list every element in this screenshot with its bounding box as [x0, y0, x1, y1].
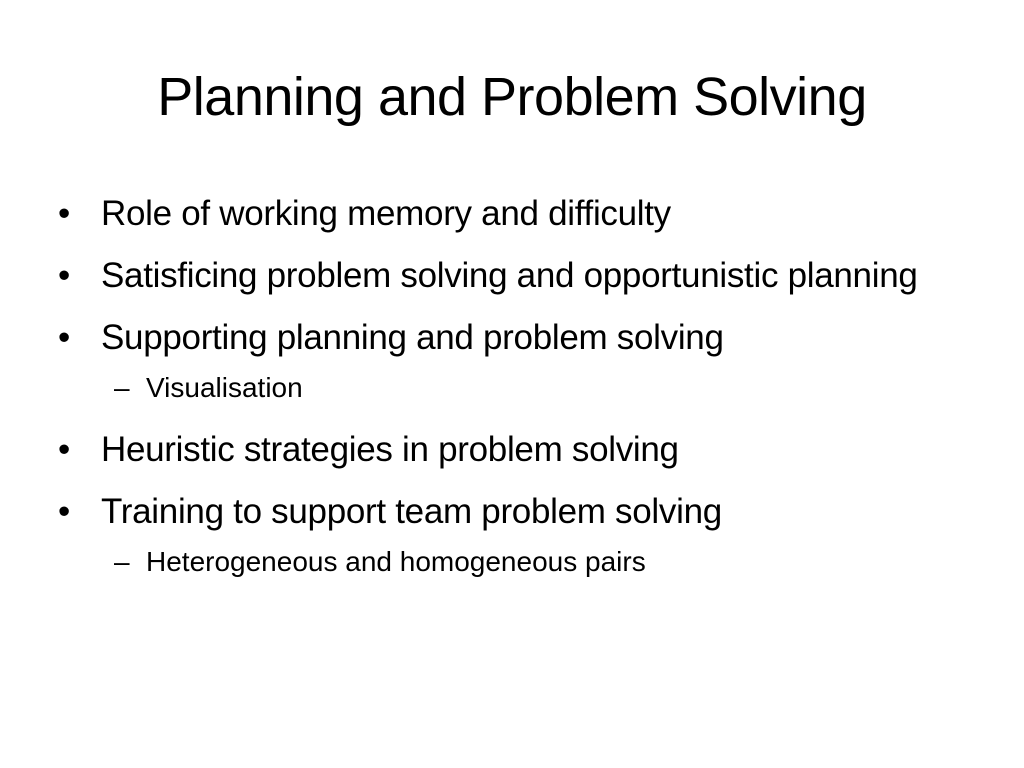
sub-bullet-item: [56, 542, 956, 582]
slide-title: Planning and Problem Solving: [157, 67, 867, 127]
bullet-marker: •: [58, 430, 70, 469]
dash-marker: –: [114, 546, 130, 577]
bullet-item: [56, 188, 956, 240]
bullet-marker: •: [58, 256, 70, 295]
bullet-text: Training to support team problem solving: [101, 492, 722, 531]
sub-bullet-text: Heterogeneous and homogeneous pairs: [146, 546, 646, 577]
bullet-text: Heuristic strategies in problem solving: [101, 430, 679, 469]
bullet-marker: •: [58, 492, 70, 531]
sub-bullet-item: [56, 368, 956, 408]
dash-marker: –: [114, 372, 130, 403]
bullet-item: [56, 312, 956, 364]
bullet-marker: •: [58, 194, 70, 233]
bullet-text: Supporting planning and problem solving: [101, 318, 724, 357]
bullet-item: [56, 250, 956, 302]
bullet-text: Satisficing problem solving and opportunistic planning: [101, 256, 918, 295]
bullet-list: [56, 188, 956, 598]
bullet-item: [56, 424, 956, 476]
bullet-text: Role of working memory and difficulty: [101, 194, 671, 233]
bullet-item: [56, 486, 956, 538]
bullet-marker: •: [58, 318, 70, 357]
sub-bullet-text: Visualisation: [146, 372, 303, 403]
